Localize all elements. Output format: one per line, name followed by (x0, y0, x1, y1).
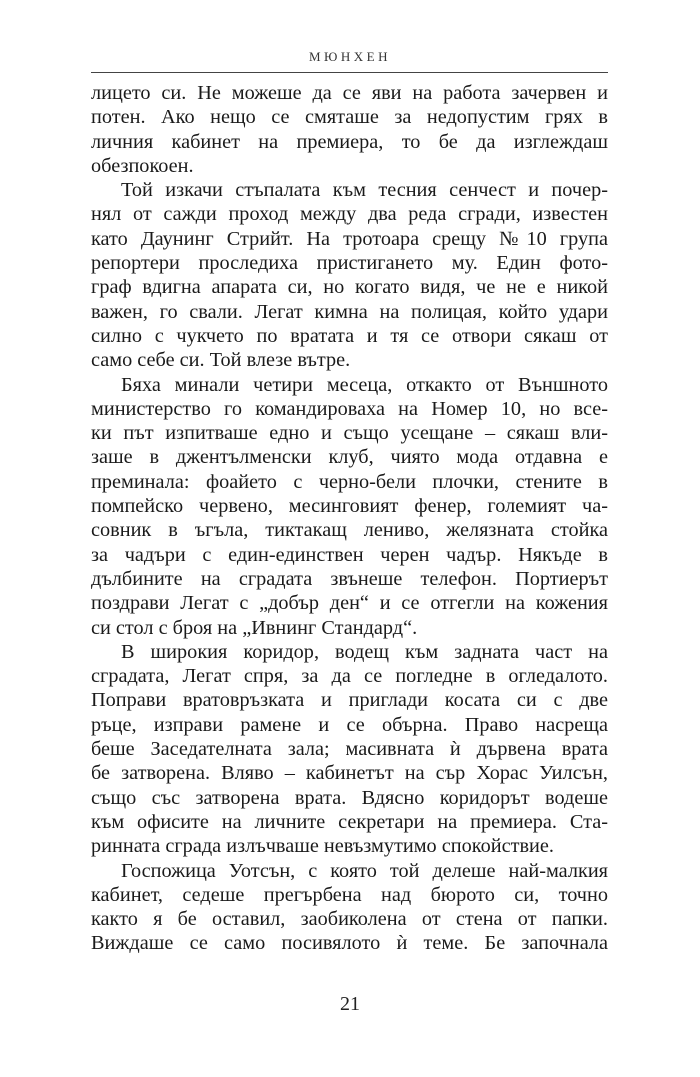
text-line: Той изкачи стъпалата към тесния сенчест и почер- (121, 179, 608, 202)
text-line: беше Заседателната зала; масивната ѝ дървена врата (91, 738, 608, 761)
page-number: 21 (340, 993, 360, 1015)
text-line: бе затворена. Вляво – кабинетът на сър Хорас Уилсън, (91, 762, 608, 785)
text-line: като Даунинг Стрийт. На тротоара срещу №10 група (91, 227, 608, 250)
text-line: Бяха минали четири месеца, откакто от Външното (121, 373, 608, 396)
paragraph (91, 178, 608, 372)
text-line: също със затворена врата. Вдясно коридорът водеше (91, 786, 608, 809)
text-line: както я бе оставил, заобиколена от стена от папки. (91, 908, 608, 931)
text-line: за чадъри с един-единствен черен чадър. Някъде в (91, 543, 608, 566)
paragraph (91, 859, 608, 956)
text-line: совник в ъгъла, тиктакащ лениво, желязната стойка (91, 519, 608, 542)
text-line: само себе си. Той влезе вътре. (91, 349, 351, 372)
body-text (91, 81, 608, 956)
text-line: преминала: фоайето с черно-бели плочки, стените в (91, 470, 608, 493)
header-rule (91, 72, 608, 73)
text-line: личния кабинет на премиера, то бе да изглеждаш (91, 130, 608, 153)
text-line: си стол с броя на „Ивнинг Стандард“. (91, 616, 418, 639)
text-line: сградата, Легат спря, за да се погледне в огледалото. (91, 665, 608, 688)
text-line: Виждаше се само посивялото ѝ теме. Бе започнала (91, 932, 608, 955)
text-line: министерство го командироваха на Номер 10, но все- (91, 397, 608, 420)
text-line: силно с чукчето по вратата и тя се отвори сякаш от (91, 324, 608, 347)
text-line: Поправи вратовръзката и приглади косата си с две (91, 689, 608, 712)
text-line: важен, го свали. Легат кимна на полицая, който удари (91, 300, 608, 323)
text-line: нял от сажди проход между два реда сгради, известен (91, 203, 608, 226)
running-head: МЮНХЕН (308, 49, 392, 64)
text-line: обезпокоен. (91, 154, 194, 177)
text-line: кабинет, седеше прегърбена над бюрото си, точно (91, 883, 608, 906)
text-line: Госпожица Уотсън, с която той делеше най-малкия (121, 859, 608, 882)
text-line: лицето си. Не можеше да се яви на работа зачервен и (91, 82, 608, 104)
paragraph (91, 640, 608, 859)
text-line: заше в джентълменски клуб, чиято мода отдавна е (91, 446, 608, 469)
text-line: В широкия коридор, водещ към задната част на (121, 640, 608, 663)
text-line: поздрави Легат с „добър ден“ и се отгегли на кожения (91, 592, 608, 615)
text-line: ки път изпитваше едно и също усещане – сякаш вли- (91, 422, 608, 445)
text-line: репортери проследиха пристигането му. Един фото- (91, 252, 608, 275)
text-line: граф вдигна апарата си, но когато видя, че не е никой (91, 276, 608, 299)
text-line: ринната сграда излъчваше невъзмутимо спокойствие. (91, 835, 554, 858)
text-line: към офисите на личните секретари на премиера. Ста- (91, 810, 608, 833)
text-line: помпейско червено, месинговият фенер, големият ча- (91, 495, 608, 518)
paragraph (91, 373, 608, 640)
text-line: дълбините на сградата звънеше телефон. Портиерът (91, 567, 608, 590)
text-line: ръце, изправи рамене и се обърна. Право насреща (91, 713, 608, 736)
text-line: потен. Ако нещо се смяташе за недопустим грях в (91, 106, 608, 129)
paragraph (91, 81, 608, 178)
